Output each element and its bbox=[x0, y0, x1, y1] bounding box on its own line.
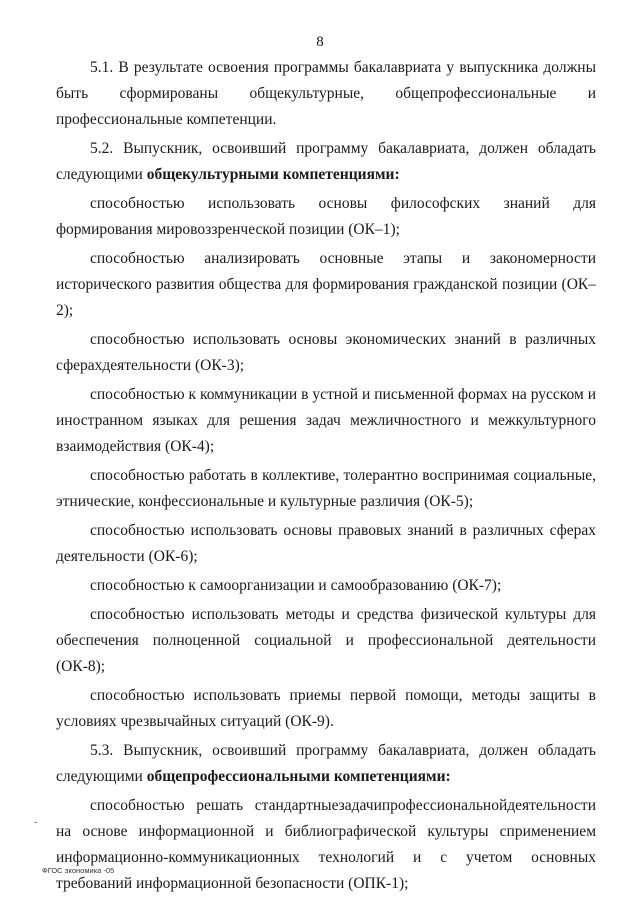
bold-heading: общекультурными компетенциями: bbox=[146, 166, 400, 183]
paragraph-text: способностью использовать основы экономических знаний в различных сферахдеятельности (ОК-3); bbox=[56, 331, 596, 374]
paragraph-text: способностью использовать основы правовых знаний в различных сферах деятельности (ОК-6); bbox=[56, 522, 596, 565]
competence-ok-1 bbox=[56, 191, 596, 243]
paragraph-text: способностью использовать приемы первой помощи, методы защиты в условиях чрезвычайных ситуаций (ОК-9). bbox=[56, 687, 596, 730]
paragraph-text: способностью использовать основы философских знаний для формирования мировоззренческой позиции (ОК–1); bbox=[56, 195, 596, 238]
paragraph-5-2 bbox=[56, 136, 596, 188]
paragraph-text: способностью решать стандартныезадачипрофессиональнойдеятельности на основе информационной и библиографической культуры сприменением информационно-коммуникационных технологий и с учетом основных требований информационной безопасности (ОПК-1); bbox=[56, 797, 596, 892]
paragraph-text: способностью анализировать основные этапы и закономерности исторического развития общества для формирования гражданской позиции (ОК–2); bbox=[56, 250, 596, 319]
paragraph-text: способностью использовать методы и средства физической культуры для обеспечения полноценной социальной и профессиональной деятельности (ОК-8); bbox=[56, 606, 596, 675]
competence-ok-4 bbox=[56, 382, 596, 460]
competence-ok-6 bbox=[56, 518, 596, 570]
paragraph-text: способностью к самоорганизации и самообразованию (ОК-7); bbox=[90, 577, 502, 594]
paragraph-text: 5.3. Выпускник, освоивший программу бакалавриата, должен обладать следующими bbox=[56, 742, 596, 785]
bold-heading: общепрофессиональными компетенциями: bbox=[146, 768, 451, 785]
competence-ok-9 bbox=[56, 683, 596, 735]
competence-ok-7 bbox=[56, 573, 596, 599]
footer-label: ФГОС экономика -05 bbox=[42, 866, 115, 875]
paragraph-text: способностью к коммуникации в устной и письменной формах на русском и иностранном языках для решения задач межличностного и межкультурного взаимодействия (ОК-4); bbox=[56, 386, 596, 455]
competence-ok-3 bbox=[56, 327, 596, 379]
competence-ok-8 bbox=[56, 602, 596, 680]
paragraph-5-1 bbox=[56, 55, 596, 133]
paragraph-text: 5.1. В результате освоения программы бакалавриата у выпускника должны быть сформированы общекультурные, общепрофессиональные и профессиональные компетенции. bbox=[56, 59, 596, 128]
competence-ok-5 bbox=[56, 463, 596, 515]
competence-opk-1 bbox=[56, 793, 596, 897]
document-body bbox=[56, 55, 596, 900]
paragraph-5-3 bbox=[56, 738, 596, 790]
page-number: 8 bbox=[316, 34, 324, 50]
scan-mark bbox=[34, 822, 37, 823]
paragraph-text: способностью работать в коллективе, толерантно воспринимая социальные, этнические, конфессиональные и культурные различия (ОК-5); bbox=[56, 467, 596, 510]
paragraph-text: 5.2. Выпускник, освоивший программу бакалавриата, должен обладать следующими bbox=[56, 140, 596, 183]
competence-ok-2 bbox=[56, 246, 596, 324]
